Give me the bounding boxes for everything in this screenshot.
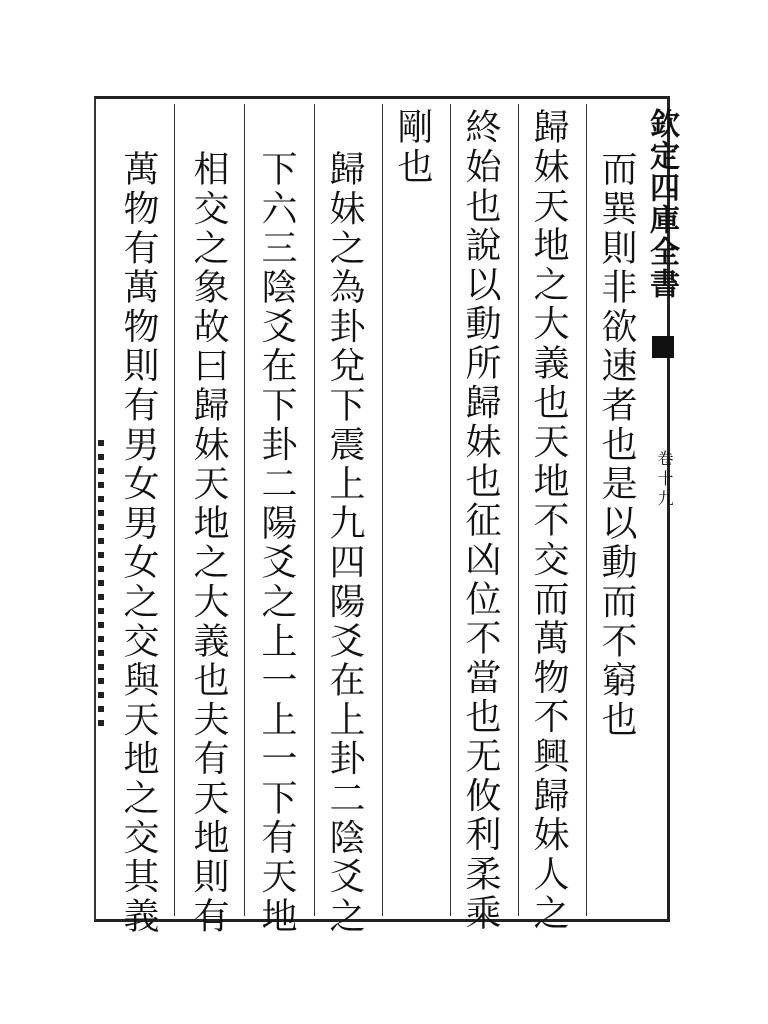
column-rule — [450, 104, 451, 916]
text-column: 下六三陰爻在下卦二陽爻之上一上一下有天地 — [256, 150, 297, 936]
chapter-number: 卷十九 — [655, 450, 674, 510]
text-column: 而巽則非欲速者也是以動而不窮也 — [596, 150, 637, 740]
text-column: 歸妹天地之大義也天地不交而萬物不興歸妹人之 — [528, 108, 569, 934]
column-rule — [518, 104, 519, 916]
binding-edge — [98, 440, 104, 730]
column-rule — [382, 104, 383, 916]
text-column: 萬物有萬物則有男女男女之交與天地之交其義 — [118, 150, 159, 936]
text-column: 終始也說以動所歸妹也征凶位不當也无攸利柔乘 — [460, 108, 501, 934]
column-rule — [314, 104, 315, 916]
text-column: 歸妹之為卦兌下震上九四陽爻在上卦二陰爻之 — [324, 150, 365, 936]
column-rule — [586, 104, 587, 916]
text-column: 剛也 — [392, 108, 433, 187]
book-title: 欽定四庫全書 — [644, 108, 679, 300]
text-column: 相交之象故曰歸妹天地之大義也夫有天地則有 — [188, 150, 229, 936]
column-rule — [174, 104, 175, 916]
column-rule — [244, 104, 245, 916]
fish-tail-mark — [652, 336, 674, 358]
